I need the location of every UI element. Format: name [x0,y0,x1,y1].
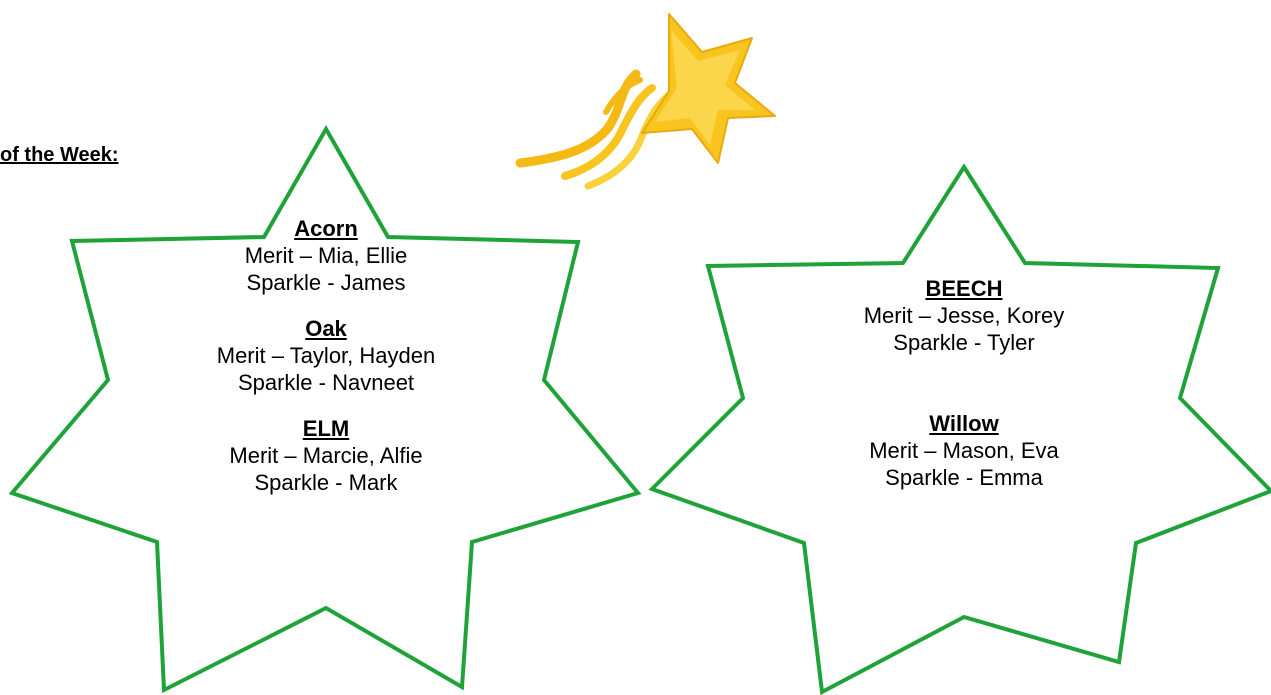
merit-line: Merit – Taylor, Hayden [216,343,436,368]
sparkle-line: Sparkle - James [246,270,406,295]
merit-line: Merit – Mia, Ellie [244,243,408,268]
class-title: Acorn [294,216,358,241]
sparkle-line: Sparkle - Emma [885,465,1043,490]
shooting-star-icon [520,14,775,186]
class-title: BEECH [925,276,1003,301]
class-group-willow [814,410,1114,491]
class-group-beech [814,275,1114,356]
star-trail-1 [520,74,636,163]
right-star-content [814,275,1114,491]
page-heading: of the Week: [0,144,119,166]
sparkle-line: Sparkle - Tyler [893,330,1035,355]
class-group-oak [176,315,476,396]
class-title: Willow [929,411,999,436]
sparkle-line: Sparkle - Mark [254,470,398,495]
sparkle-line: Sparkle - Navneet [237,370,415,395]
merit-line: Merit – Jesse, Korey [863,303,1065,328]
class-group-acorn [176,215,476,296]
class-title: Oak [305,316,347,341]
left-star-content [176,215,476,496]
merit-line: Merit – Marcie, Alfie [229,443,423,468]
merit-line: Merit – Mason, Eva [869,438,1059,463]
class-title: ELM [302,416,350,441]
class-group-elm [176,415,476,496]
